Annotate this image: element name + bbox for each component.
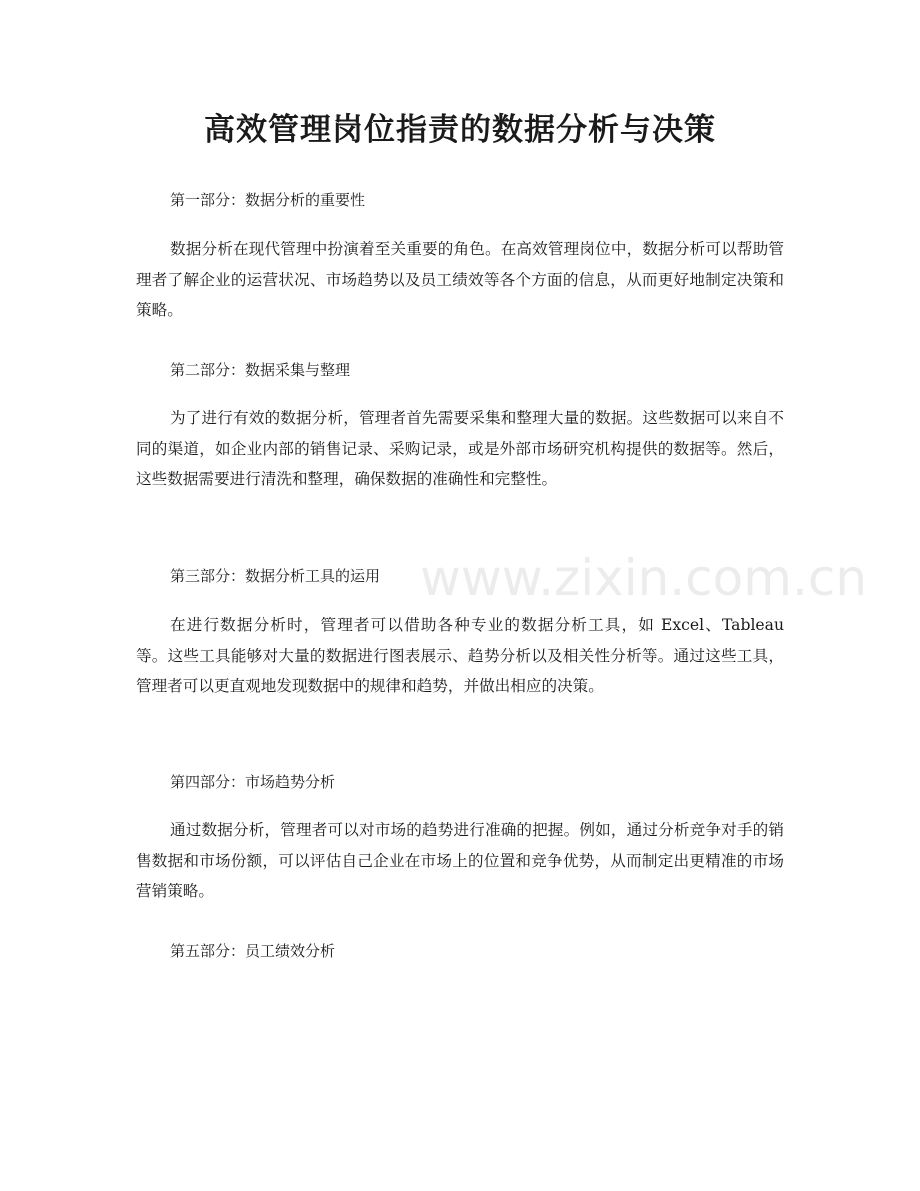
section-4-body: 通过数据分析，管理者可以对市场的趋势进行准确的把握。例如，通过分析竞争对手的销售数据和市场份额，可以评估自己企业在市场上的位置和竞争优势，从而制定出更精准的市场营销策略。 [136, 821, 784, 900]
section-1-heading: 第一部分：数据分析的重要性 [170, 191, 366, 209]
section-1-body: 数据分析在现代管理中扮演着至关重要的角色。在高效管理岗位中，数据分析可以帮助管理者了解企业的运营状况、市场趋势以及员工绩效等各个方面的信息，从而更好地制定决策和策略。 [136, 240, 784, 319]
section-2-heading: 第二部分：数据采集与整理 [170, 361, 351, 379]
section-2-body: 为了进行有效的数据分析，管理者首先需要采集和整理大量的数据。这些数据可以来自不同的渠道，如企业内部的销售记录、采购记录，或是外部市场研究机构提供的数据等。然后，这些数据需要进行清洗和整理，确保数据的准确性和完整性。 [136, 409, 784, 488]
document-title: 高效管理岗位指责的数据分析与决策 [204, 112, 716, 148]
watermark: www.zixin.com.cn [420, 549, 868, 607]
section-3-heading: 第三部分：数据分析工具的运用 [170, 567, 381, 585]
section-3-body: 在进行数据分析时，管理者可以借助各种专业的数据分析工具，如 Excel、Tableau 等。这些工具能够对大量的数据进行图表展示、趋势分析以及相关性分析等。通过这些工具，管理者可以更直观地发现数据中的规律和趋势，并做出相应的决策。 [136, 616, 784, 695]
section-5-heading: 第五部分：员工绩效分析 [170, 942, 336, 960]
section-4-heading: 第四部分：市场趋势分析 [170, 773, 336, 791]
